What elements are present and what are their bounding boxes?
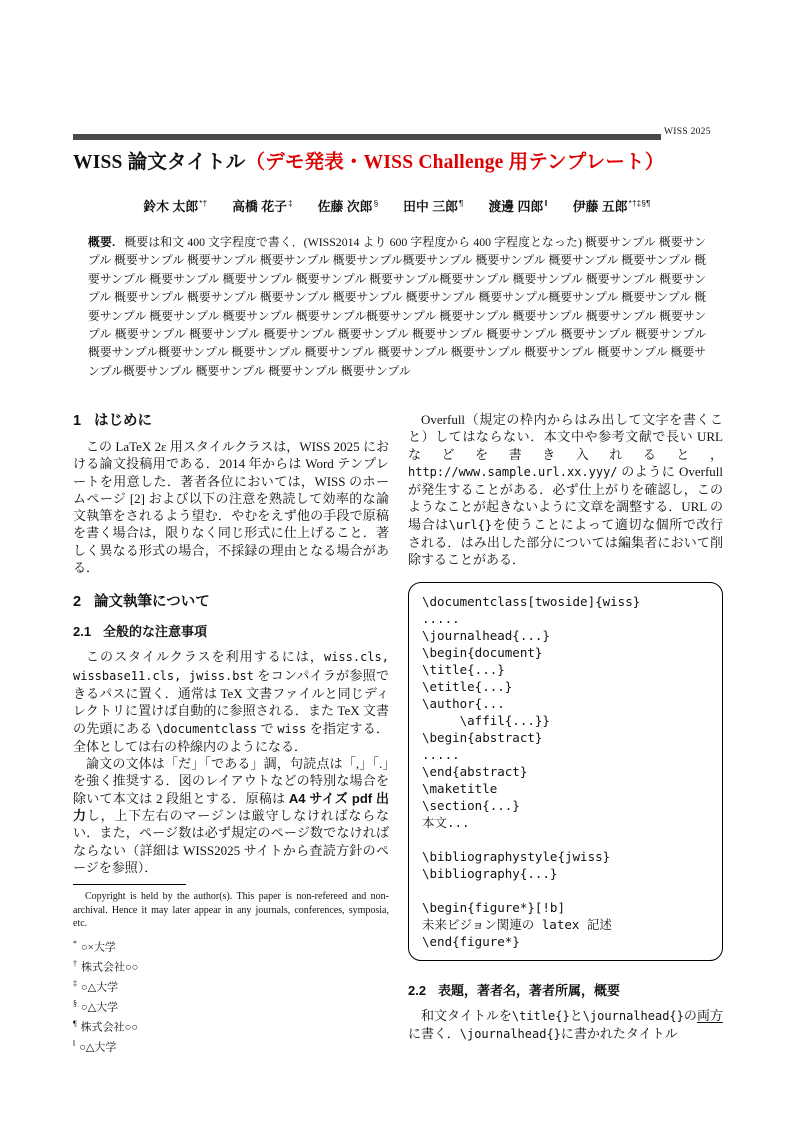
underline-run: 両方 [696,1007,723,1023]
section-2-2-paragraph [408,1007,723,1044]
affiliation-text: ○△大学 [81,981,119,994]
code-line: \affil{...}} [422,712,550,728]
subsection-title: 全般的な注意事項 [103,624,208,640]
inline-code: \url{} [448,517,493,532]
author-4 [403,196,463,215]
affiliation-mark: ¶ [73,1018,77,1028]
section-number: 2 [73,594,82,611]
code-line: \begin{abstract} [422,729,543,745]
code-line [422,882,709,899]
right-column [408,411,723,1043]
affiliation-item [73,1036,389,1056]
inline-code: wiss [277,721,307,736]
text-run: をコンパイラが参照できるパスに置く．通常は TeX 文書ファイルと同じディレクトリに置けば自動的に参照される．また TeX 文書の先頭にある [73,667,390,736]
author-marks: *†‡§¶ [628,197,651,208]
text-run: に書かれたタイトル [560,1025,678,1041]
author-marks: ¶ [458,197,464,208]
affiliation-mark: § [73,998,77,1008]
subsection-number: 2.1 [73,624,92,640]
section-1-paragraph: この LaTeX 2ε 用スタイルクラスは，WISS 2025 における論文投稿用である．2014 年からは Word テンプレートを用意した．著者各位においては，WISS のホームページ [2] および以下の注意を熟読して効率的な論文執筆をされるよう望む．やむをえず他の手段で原稿を書く場合は，限りなく同じ形式に仕上げること．著しく異なる形式の場合，不採録の理由となる場合がある． [73,439,389,576]
inline-code: \title{} [511,1008,570,1023]
text-run: で [257,720,278,736]
author-6 [573,196,651,215]
text-run: し，上下左右のマージンは厳守しなければならない．また，ページ数は必ず規定のページ数でなければならない（詳細は WISS2025 サイトから査読方針のページを参照）． [73,808,389,875]
code-line [422,831,709,848]
code-line: \title{...} [422,661,505,677]
code-line: ..... [422,746,460,762]
code-line: \end{abstract} [422,763,528,779]
code-line: 未来ビジョン関連の latex 記述 [422,916,612,932]
affiliation-mark: † [73,958,77,968]
latex-code-box [408,582,723,961]
text-run: 和文タイトルを [421,1007,512,1023]
text-run: のように Overfull が発生することがある．必ず仕上がりを確認し，このようなことが起きないように文章を調整する．URL の場合は [408,463,723,532]
text-run: このスタイルクラスを利用するには， [86,649,324,665]
section-1-heading [73,411,389,431]
footnote-block [73,884,389,1056]
code-line: 本文... [422,814,470,830]
affiliation-mark: ‖ [73,1038,76,1048]
author-name: 伊藤 五郎 [572,199,628,214]
text-run: を使うことによって適切な個所で改行される．はみ出した部分については編集者において削除することがある． [408,516,723,568]
author-name: 鈴木 太郎 [143,199,199,214]
code-line: \bibliography{...} [422,865,558,881]
inline-code: wiss.cls, wissbase11.cls, jwiss.bst [73,650,389,683]
author-marks: ‡ [287,197,293,208]
text-run: を指定する．全体としては右の枠線内のようになる． [73,720,389,754]
affiliation-text: ○△大学 [79,1041,117,1054]
code-line: ..... [422,610,460,626]
author-marks: ‖ [544,197,548,208]
code-line: \journalhead{...} [422,627,550,643]
paper-title [73,146,753,174]
text-run: の [683,1007,697,1023]
paper-title-subtitle: （デモ発表・WISS Challenge 用テンプレート） [245,152,665,173]
section-2-heading [73,592,389,612]
section-2-1-heading [73,623,389,640]
affiliation-text: ○×大学 [81,941,116,954]
affiliation-item [73,996,389,1016]
code-line: \author{... [422,695,505,711]
code-line: \maketitle [422,780,498,796]
paper-title-main: WISS 論文タイトル [73,152,246,173]
sample-url[interactable]: http://www.sample.url.xx.yyy/ [408,464,618,479]
abstract-label: 概要. [88,235,116,249]
affiliation-mark: * [73,938,77,948]
text-run: Overfull（規定の枠内からはみ出して文字を書くこと）してはならない．本文中や参考文献で長い URL などを書き入れると， [408,412,723,462]
left-column [73,411,389,876]
code-line: \documentclass[twoside]{wiss} [422,593,641,609]
footnote-rule [73,884,186,885]
copyright-notice: Copyright is held by the author(s). This paper is non-refereed and non-archival. Hence it may later appear in any journals, conferences, symposia, etc. [73,891,389,930]
code-line: \begin{document} [422,644,543,660]
section-2-2-heading [408,982,723,999]
subsection-number: 2.2 [408,982,427,998]
affiliation-mark: ‡ [73,978,77,988]
bold-run: A4 サイズ pdf 出力 [73,790,389,824]
affiliation-item [73,936,389,956]
text-run: 論文の文体は「だ」「である」調，句読点は「,」「.」を強く推奨する．図のレイアウトなどの特別な場合を除いて本文は 2 段組とする．原稿は [73,756,389,806]
code-line: \end{figure*} [422,933,520,949]
section-title: はじめに [94,413,152,429]
affiliation-text: 株式会社○○ [81,961,139,974]
affiliation-item [73,976,389,996]
abstract-text: 概要は和文 400 文字程度で書く．(WISS2014 より 600 字程度から 400 字程度となった) 概要サンプル 概要サンプル 概要サンプル 概要サンプル 概要サンプル 概要サンプル概要サンプル 概要サンプル 概要サンプル 概要サンプル 概要サンプル 概要サンプル 概要サンプル 概要サンプル 概要サンプル概要サンプル 概要サンプル 概要サンプル 概要サンプル 概要サンプル 概要サンプル 概要サンプル 概要サンプル 概要サンプル 概要サンプル概要サンプル 概要サンプル 概要サンプル 概要サンプル 概要サンプル 概要サンプル概要サンプル 概要サンプル 概要サンプル 概要サンプル 概要サンプル 概要サンプル 概要サンプル 概要サンプル 概要サンプル 概要サンプル 概要サンプル 概要サンプル 概要サンプル 概要サンプル概要サンプル 概要サンプル 概要サンプル 概要サンプル 概要サンプル 概要サンプル 概要サンプル 概要サンプル概要サンプル 概要サンプル 概要サンプル 概要サンプル [88,235,706,378]
affiliation-text: ○△大学 [81,1001,119,1014]
author-3 [318,196,378,215]
author-1 [143,196,207,215]
section-2-1-paragraph-1 [73,648,389,755]
header-rule [73,134,661,140]
author-name: 佐藤 次郎 [317,199,373,214]
affiliation-item [73,1016,389,1036]
section-title: 論文執筆について [94,594,210,611]
author-name: 田中 三郎 [403,199,458,214]
subsection-title: 表題，著者名，著者所属，概要 [438,982,621,998]
code-line: \begin{figure*}[!b] [422,899,565,915]
author-name: 渡邊 四郎 [488,199,544,214]
author-2 [232,196,292,215]
code-line: \bibliographystyle{jwiss} [422,848,611,864]
section-number: 1 [73,413,82,429]
author-marks: *† [199,197,208,208]
author-marks: § [373,197,379,208]
overfull-paragraph [408,411,723,569]
authors-row [60,196,734,215]
inline-code: \journalhead{} [582,1008,684,1023]
code-line: \etitle{...} [422,678,513,694]
code-line: \section{...} [422,797,520,813]
inline-code: \documentclass [155,721,258,736]
text-run: に書く． [408,1025,460,1041]
abstract [88,233,706,380]
section-2-1-paragraph-2 [73,755,389,876]
inline-code: \journalhead{} [459,1026,561,1041]
text-run: と [569,1007,583,1023]
author-name: 高橋 花子 [232,199,287,214]
affiliation-text: 株式会社○○ [80,1021,138,1034]
affiliation-item [73,956,389,976]
author-5 [489,196,548,215]
journal-label: WISS 2025 [664,127,711,137]
